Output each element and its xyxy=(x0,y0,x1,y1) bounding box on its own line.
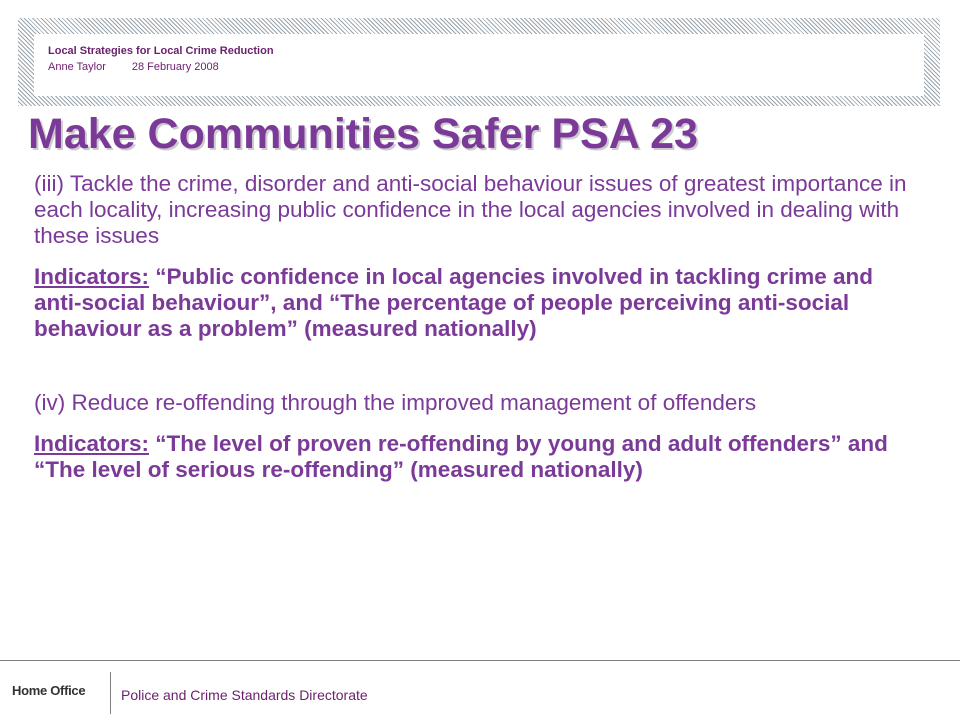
home-office-logo: Home Office xyxy=(12,683,86,698)
directorate-name: Police and Crime Standards Directorate xyxy=(121,687,368,703)
indicators-text: “Public confidence in local agencies involved in tackling crime and anti-social behaviour”, and “The percentage of people perceiving anti-social behaviour as a problem” (measured nationally) xyxy=(34,264,873,341)
indicators-iv xyxy=(34,431,914,483)
presentation-title: Local Strategies for Local Crime Reduction xyxy=(48,45,274,57)
presentation-meta xyxy=(48,61,219,73)
footer-rule xyxy=(0,660,960,661)
author-name: Anne Taylor xyxy=(48,61,106,73)
objective-iii: (iii) Tackle the crime, disorder and anti-social behaviour issues of greatest importance in each locality, increasing public confidence in the local agencies involved in dealing with these issues xyxy=(34,171,907,248)
indicators-text: “The level of proven re-offending by young and adult offenders” and “The level of serious re-offending” (measured nationally) xyxy=(34,431,888,482)
slide-title: Make Communities Safer PSA 23 xyxy=(28,110,698,158)
objective-iv: (iv) Reduce re-offending through the improved management of offenders xyxy=(34,390,757,415)
footer-divider xyxy=(110,672,111,714)
slide-body xyxy=(34,171,914,498)
indicators-label: Indicators: xyxy=(34,431,150,456)
indicators-label: Indicators: xyxy=(34,264,150,289)
presentation-date: 28 February 2008 xyxy=(131,61,219,73)
indicators-iii xyxy=(34,264,914,342)
